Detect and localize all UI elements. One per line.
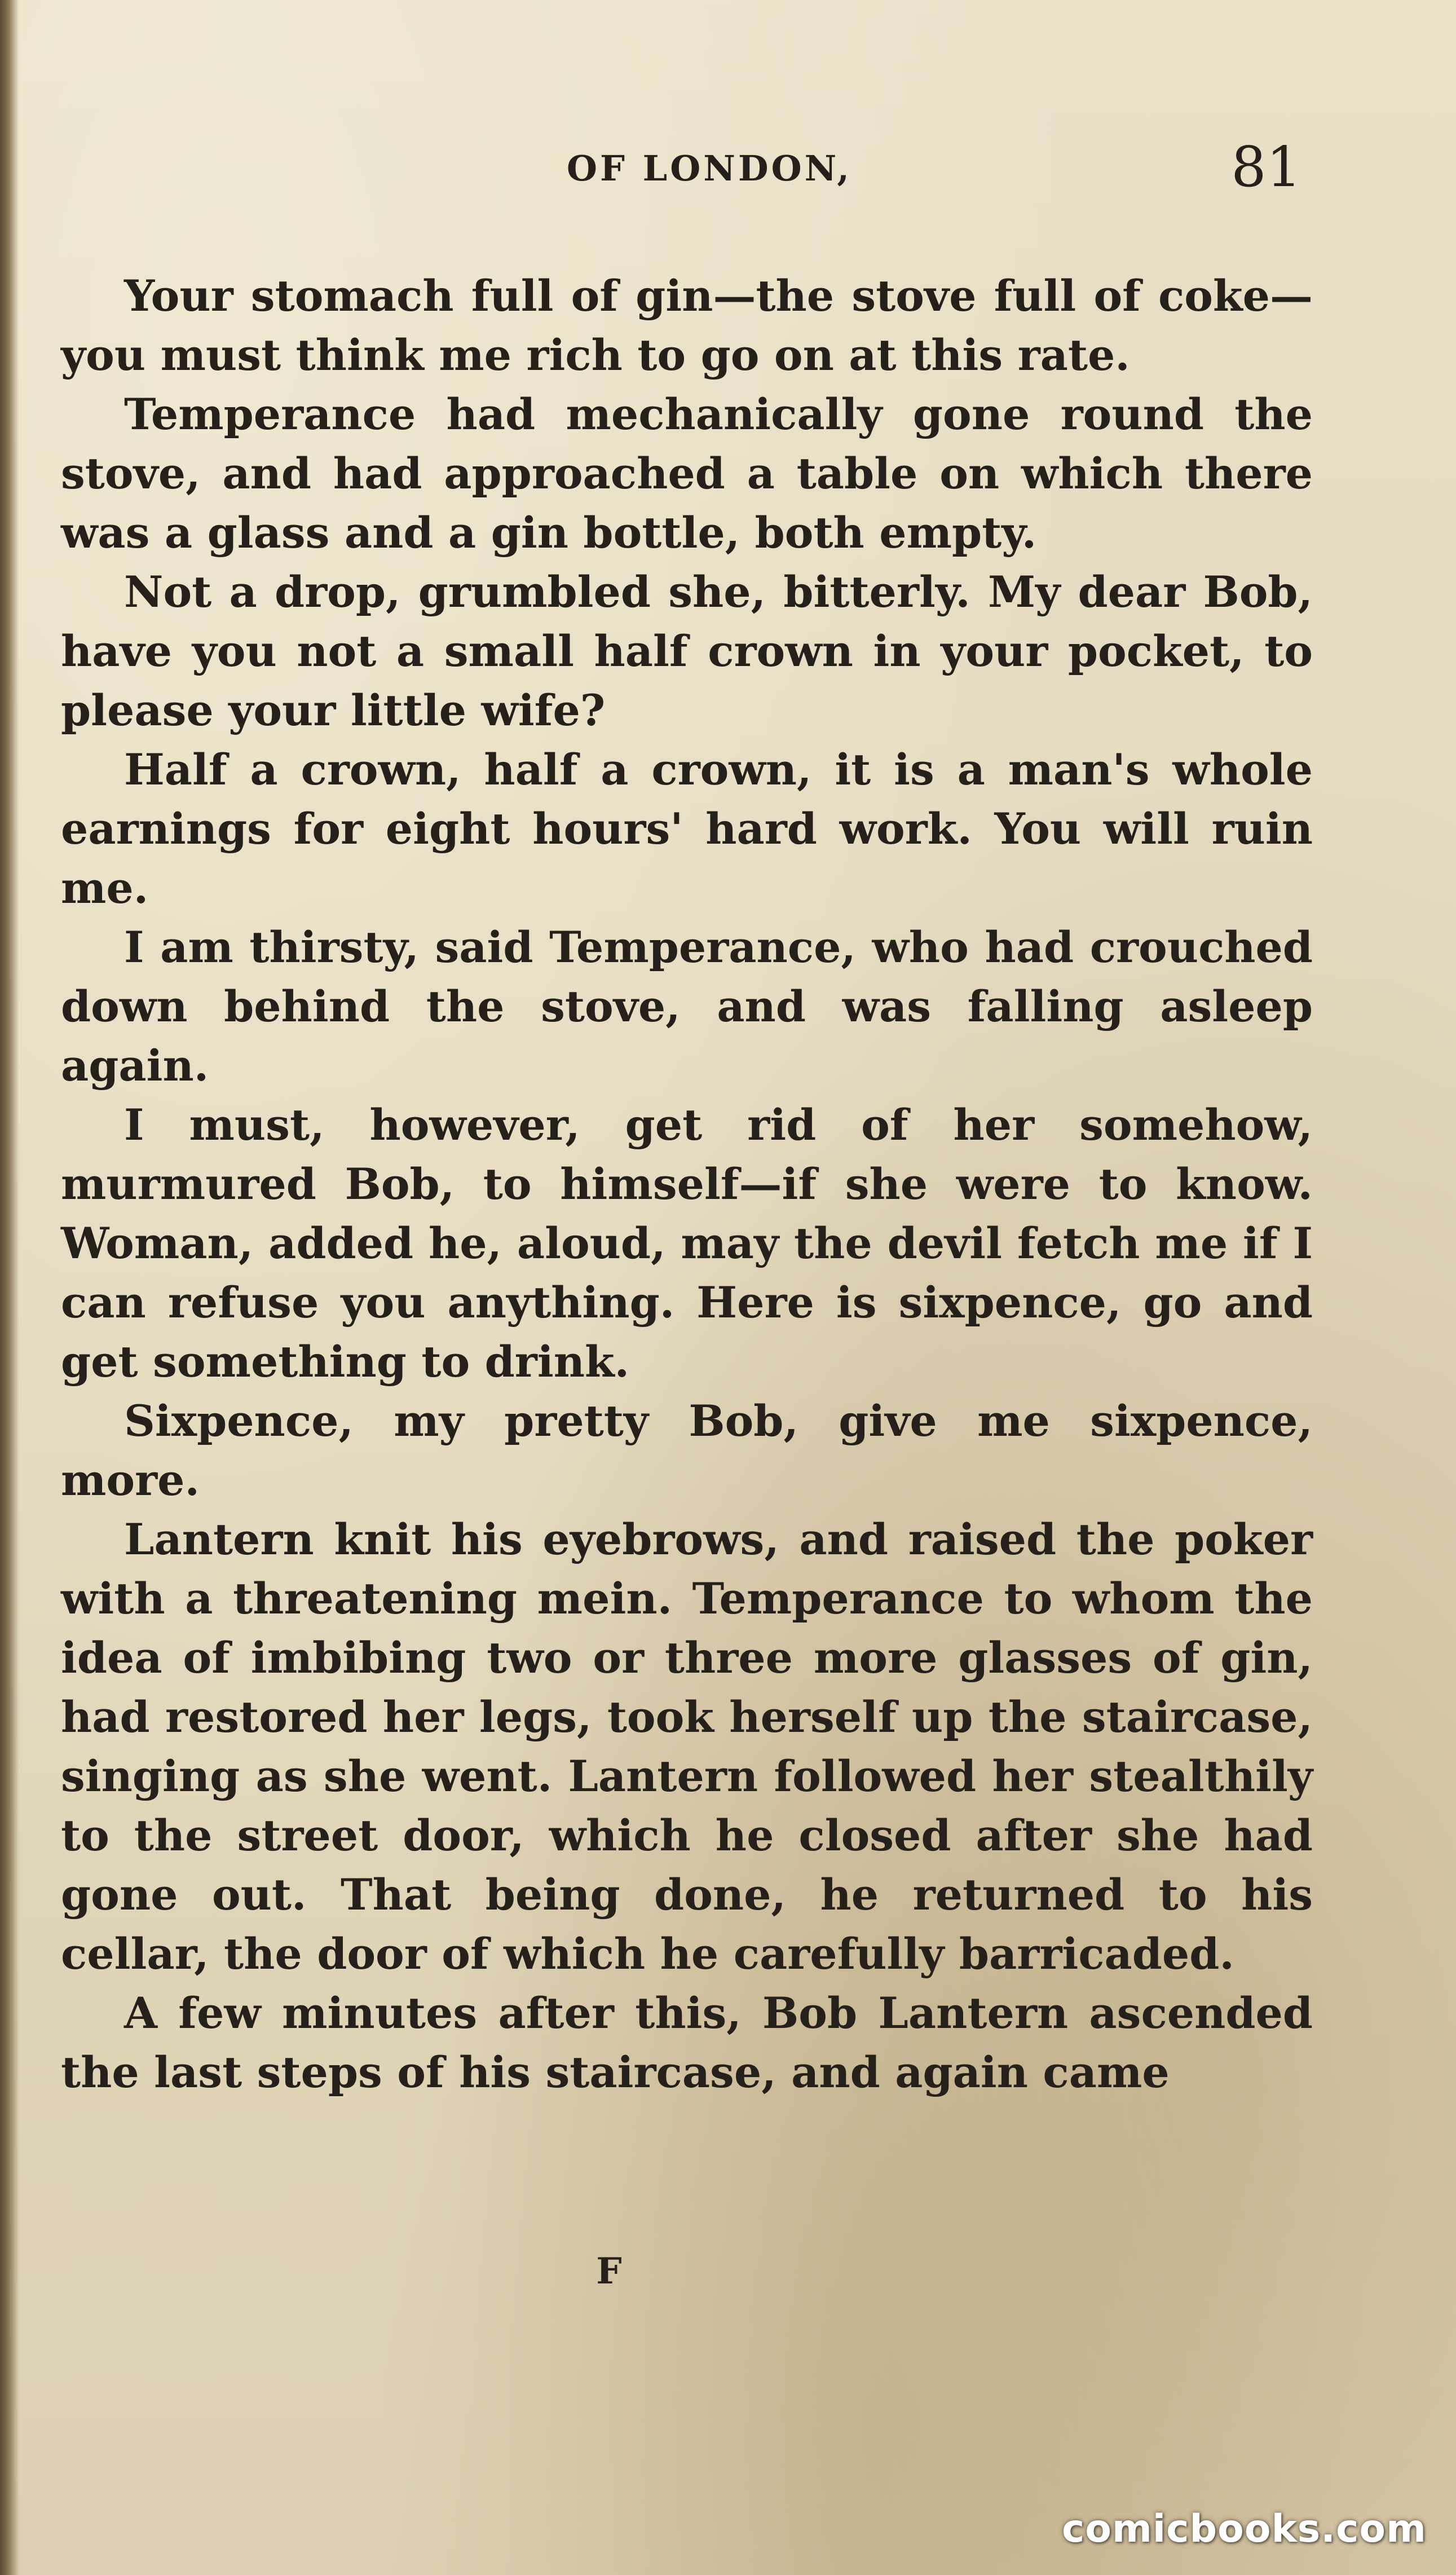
paragraph: Not a drop, grumbled she, bitterly. My dear Bob, have you not a small half crown in your pocket, to please your little wife? xyxy=(61,567,1313,735)
page-number: 81 xyxy=(1231,135,1301,200)
paragraph: Sixpence, my pretty Bob, give me sixpence, more. xyxy=(61,1396,1313,1505)
paragraph: Your stomach full of gin—the stove full of coke—you must think me rich to go on at this rate. xyxy=(61,271,1313,380)
paragraph: A few minutes after this, Bob Lantern ascended the last steps of his staircase, and again came xyxy=(61,1988,1313,2097)
paragraph: I am thirsty, said Temperance, who had crouched down behind the stove, and was falling asleep again. xyxy=(61,922,1313,1091)
paragraph: Temperance had mechanically gone round the stove, and had approached a table on which there was a glass and a gin bottle, both empty. xyxy=(61,389,1313,558)
page-header xyxy=(61,135,1313,203)
book-spine-edge xyxy=(0,0,19,2575)
signature-mark: F xyxy=(596,2250,622,2292)
paragraph: Lantern knit his eyebrows, and raised the poker with a threatening mein. Temperance to whom the idea of imbibing two or three more glasses of gin, had restored her legs, took herself up the staircase, singing as she went. Lantern followed her stealthily to the street door, which he closed after she had gone out. That being done, he returned to his cellar, the door of which he carefully barricaded. xyxy=(61,1514,1313,1979)
body-text xyxy=(61,266,1313,2102)
paragraph: I must, however, get rid of her somehow, murmured Bob, to himself—if she were to know. Woman, added he, aloud, may the devil fetch me if I can refuse you anything. Here is sixpence, go and get something to drink. xyxy=(61,1100,1313,1387)
running-head: OF LONDON, xyxy=(567,148,852,189)
watermark: comicbooks.com xyxy=(1061,2507,1427,2551)
paragraph: Half a crown, half a crown, it is a man's whole earnings for eight hours' hard work. You will ruin me. xyxy=(61,744,1313,913)
